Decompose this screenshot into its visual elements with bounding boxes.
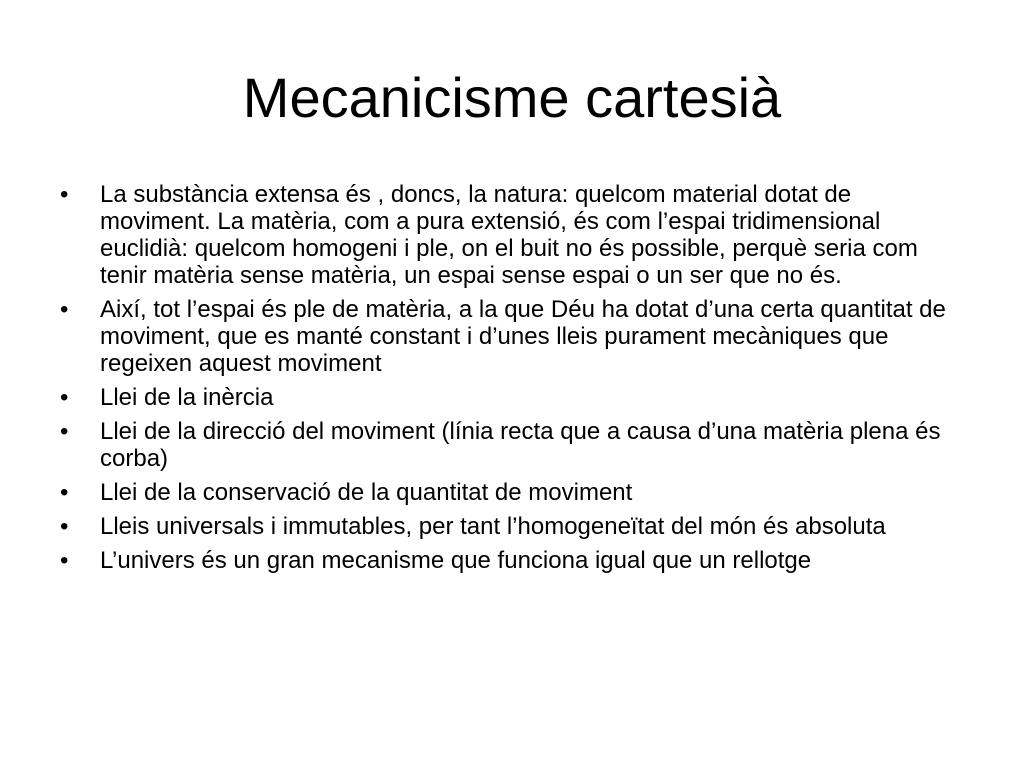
bullet-text: Així, tot l’espai és ple de matèria, a la que Déu ha dotat d’una certa quantitat de moviment, que es manté constant i d’unes lleis purament mecàniques que regeixen aquest moviment: [100, 296, 946, 377]
bullet-item: [57, 296, 967, 377]
bullet-text: Lleis universals i immutables, per tant l’homogeneïtat del món és absoluta: [100, 513, 886, 540]
bullet-item: [57, 513, 967, 540]
bullet-text: Llei de la direcció del moviment (línia recta que a causa d’una matèria plena és corba): [100, 418, 941, 472]
bullet-marker: •: [60, 513, 69, 540]
bullet-marker: •: [60, 384, 69, 411]
bullet-marker: •: [60, 479, 69, 506]
bullet-list: [57, 181, 967, 581]
bullet-item: [57, 479, 967, 506]
bullet-marker: •: [60, 296, 69, 323]
bullet-text: Llei de la conservació de la quantitat de moviment: [100, 479, 633, 506]
bullet-text: Llei de la inèrcia: [100, 384, 274, 411]
bullet-marker: •: [60, 418, 69, 445]
bullet-item: [57, 547, 967, 574]
bullet-item: [57, 418, 967, 472]
bullet-text: L’univers és un gran mecanisme que funciona igual que un rellotge: [100, 547, 812, 574]
bullet-marker: •: [60, 547, 69, 574]
bullet-marker: •: [60, 181, 69, 208]
slide-title: Mecanicisme cartesià: [242, 66, 782, 129]
bullet-item: [57, 384, 967, 411]
bullet-item: [57, 181, 967, 289]
bullet-text: La substància extensa és , doncs, la natura: quelcom material dotat de moviment. La matèria, com a pura extensió, és com l’espai tridimensional euclidià: quelcom homogeni i ple, on el buit no és possible, perquè seria com tenir matèria sense matèria, un espai sense espai o un ser que no és.: [100, 181, 918, 289]
